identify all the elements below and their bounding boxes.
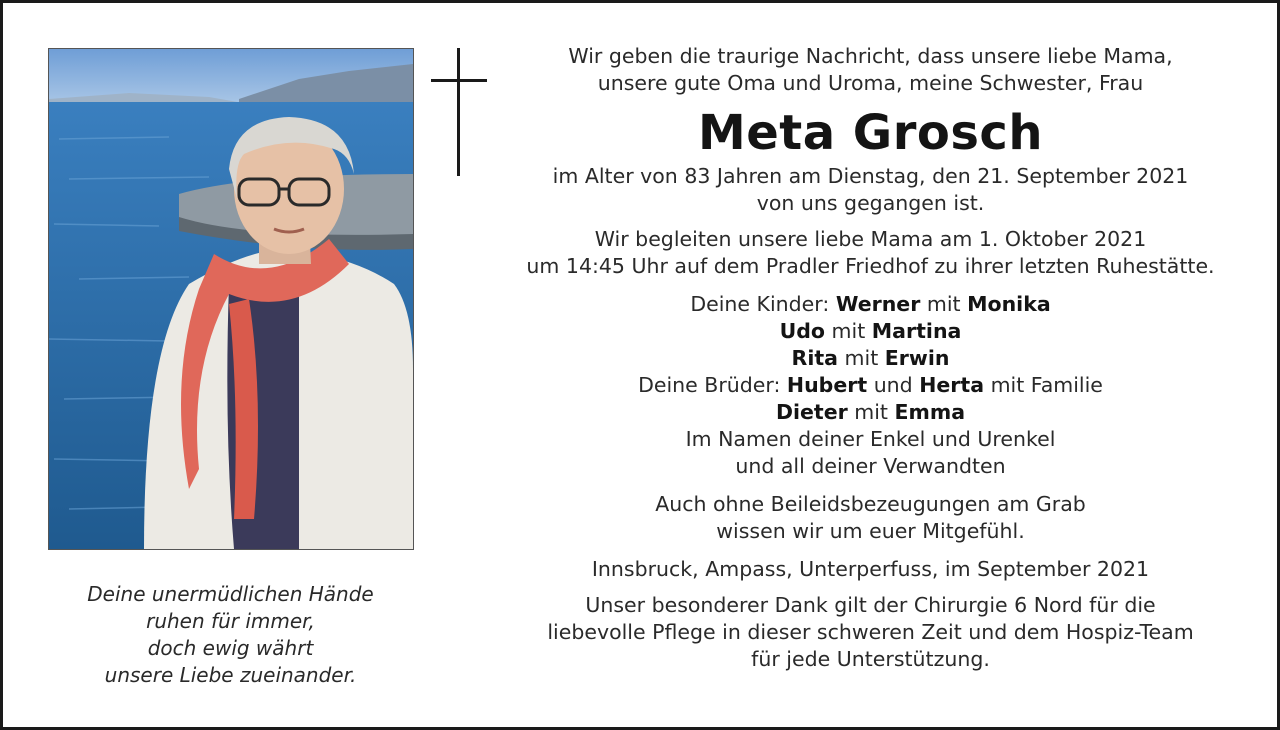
connector: mit: [831, 319, 866, 343]
relatives-line: und all deiner Verwandten: [735, 454, 1006, 478]
quote-line: Deine unermüdlichen Hände: [87, 582, 374, 606]
thanks-line: Unser besonderer Dank gilt der Chirurgie 6 Nord für die: [585, 593, 1156, 617]
condolence-line: Auch ohne Beileidsbezeugungen am Grab: [655, 492, 1086, 516]
mourner-name: Dieter: [775, 400, 848, 424]
connector: mit: [844, 346, 879, 370]
intro-line: Wir geben die traurige Nachricht, dass unsere liebe Mama,: [568, 44, 1173, 68]
mourner-name: Monika: [967, 292, 1051, 316]
mourner-name: Werner: [835, 292, 921, 316]
connector: und: [873, 373, 913, 397]
brothers-label: Deine Brüder:: [638, 373, 781, 397]
mourner-line: [498, 372, 1243, 399]
obituary-text: [498, 43, 1243, 673]
mourner-line: [498, 345, 1243, 372]
connector: mit: [926, 292, 961, 316]
memorial-quote: [43, 581, 418, 689]
quote-line: ruhen für immer,: [146, 609, 315, 633]
mourner-name: Herta: [919, 373, 985, 397]
mourner-name: Hubert: [786, 373, 868, 397]
quote-line: doch ewig währt: [147, 636, 314, 660]
place-date: Innsbruck, Ampass, Unterperfuss, im September 2021: [591, 557, 1150, 581]
connector: mit Familie: [990, 373, 1103, 397]
mourner-line: [498, 399, 1243, 426]
mourner-name: Rita: [791, 346, 838, 370]
death-line: im Alter von 83 Jahren am Dienstag, den 21. September 2021: [552, 164, 1189, 188]
connector: mit: [854, 400, 888, 424]
condolence-line: wissen wir um euer Mitgefühl.: [716, 519, 1025, 543]
death-line: von uns gegangen ist.: [756, 191, 985, 215]
mourner-line: [498, 291, 1243, 318]
portrait-image: [49, 49, 413, 549]
thanks-line: für jede Unterstützung.: [751, 647, 990, 671]
mourner-name: Martina: [871, 319, 962, 343]
portrait-photo: [48, 48, 414, 550]
mourner-name: Erwin: [884, 346, 950, 370]
intro-line: unsere gute Oma und Uroma, meine Schwester, Frau: [597, 71, 1144, 95]
thanks-line: liebevolle Pflege in dieser schweren Zeit und dem Hospiz-Team: [547, 620, 1194, 644]
funeral-line: Wir begleiten unsere liebe Mama am 1. Oktober 2021: [594, 227, 1147, 251]
deceased-name: Meta Grosch: [697, 105, 1044, 161]
grandchildren-line: Im Namen deiner Enkel und Urenkel: [685, 427, 1056, 451]
quote-line: unsere Liebe zueinander.: [104, 663, 357, 687]
mourner-name: Emma: [894, 400, 966, 424]
cross-icon: [431, 48, 487, 176]
mourner-name: Udo: [779, 319, 826, 343]
funeral-line: um 14:45 Uhr auf dem Pradler Friedhof zu ihrer letzten Ruhestätte.: [526, 254, 1215, 278]
mourner-line: [498, 318, 1243, 345]
children-label: Deine Kinder:: [690, 292, 830, 316]
